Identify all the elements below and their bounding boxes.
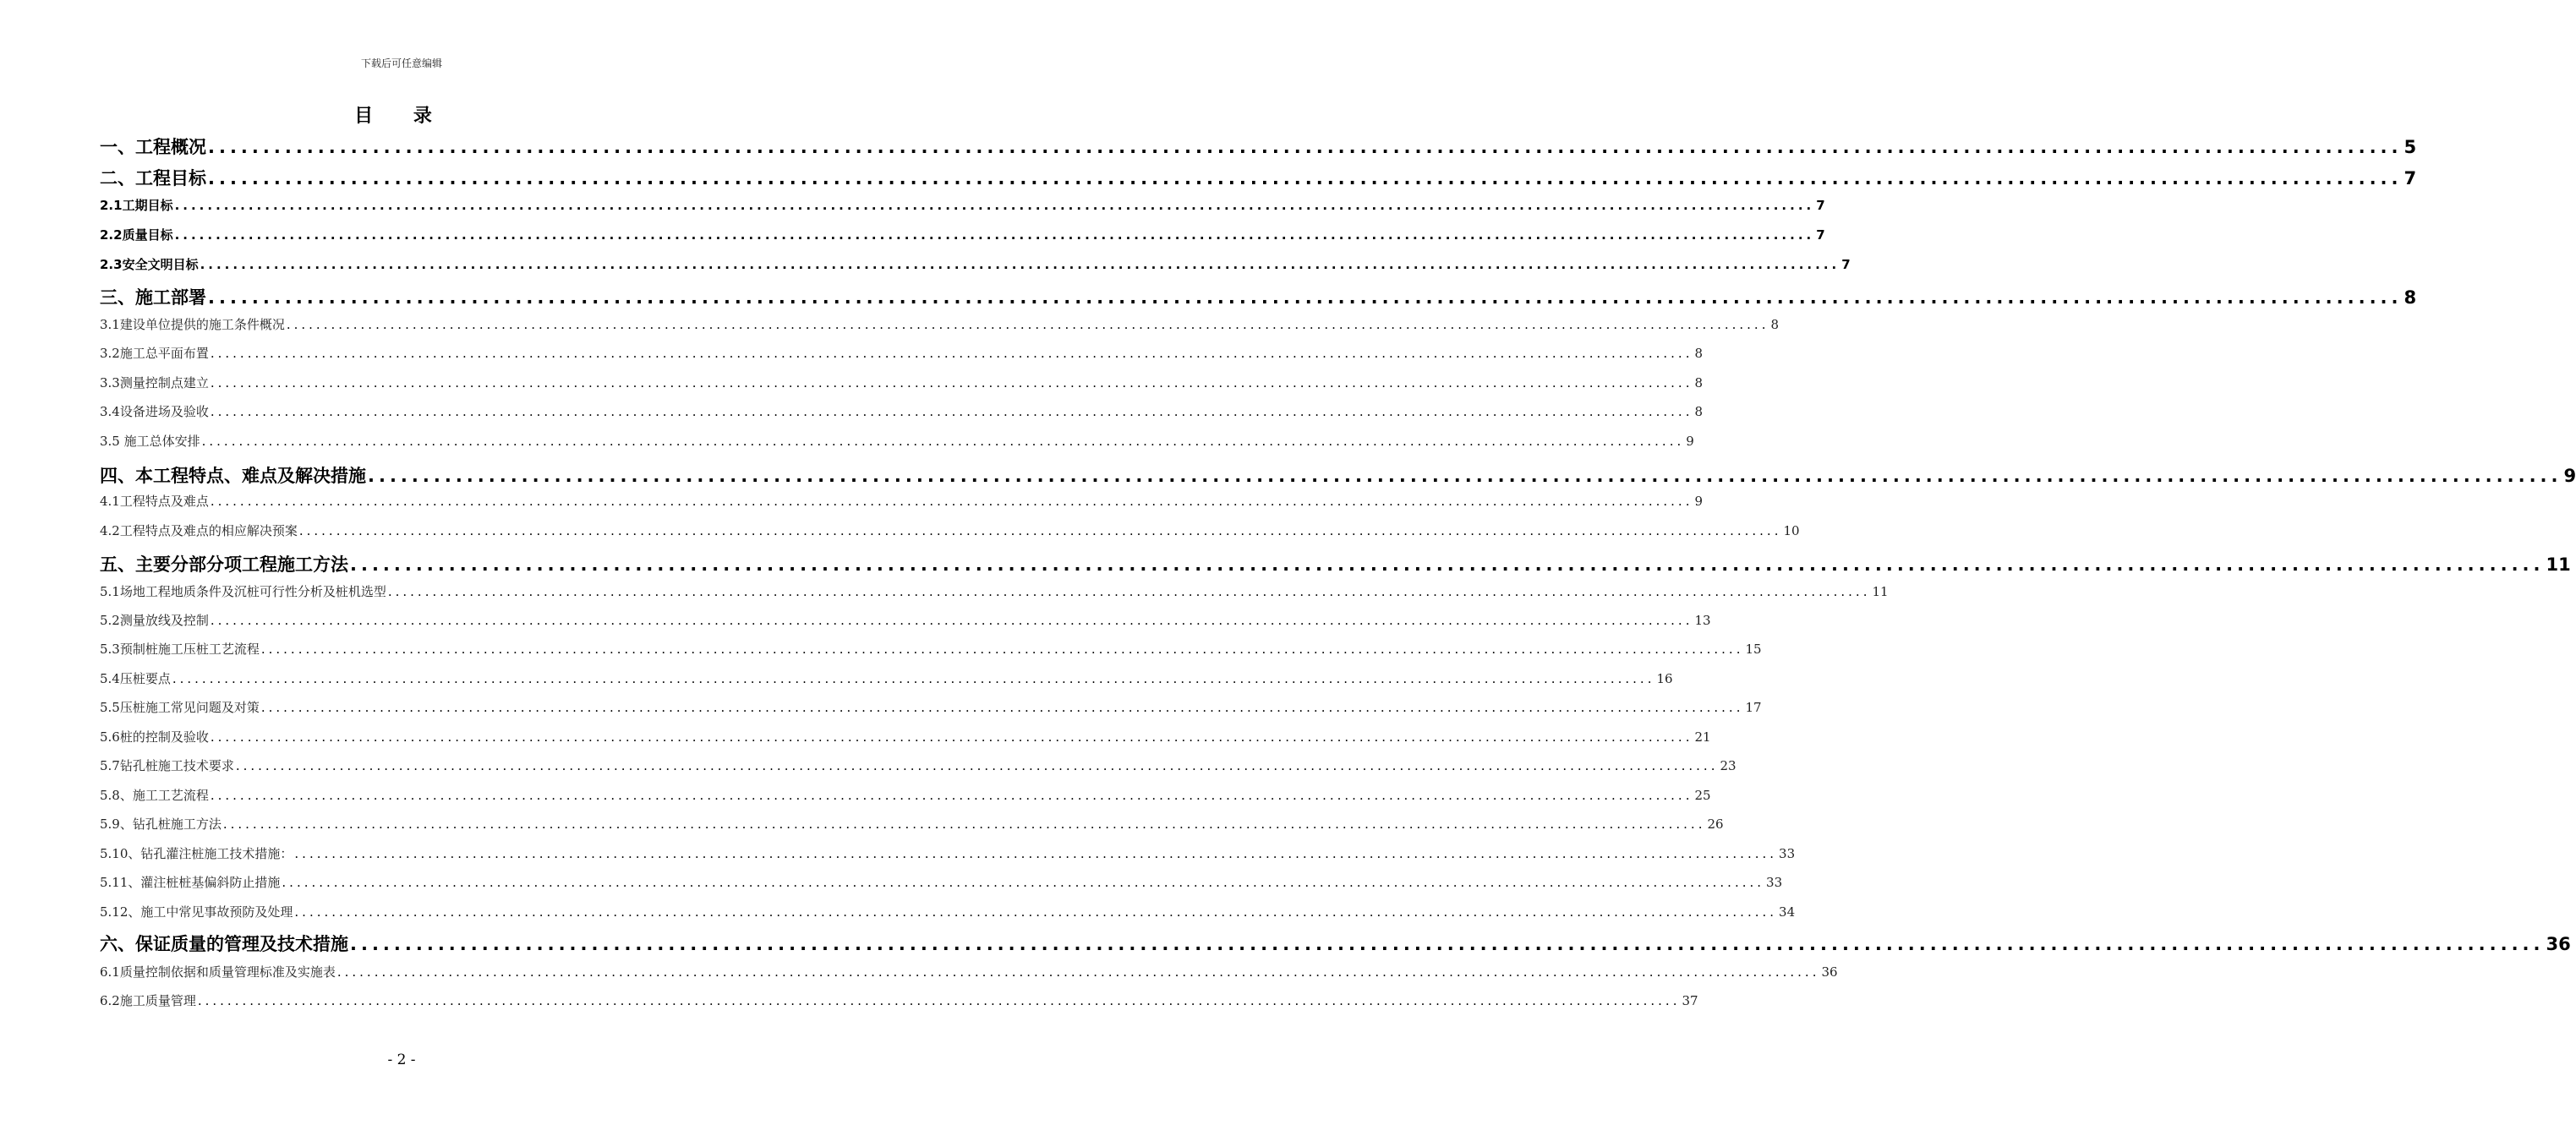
toc-entry-label: 3.2施工总平面布置 (100, 346, 209, 361)
toc-entry[interactable] (100, 903, 1796, 923)
toc-entry[interactable] (100, 698, 1762, 718)
toc-entry[interactable] (100, 844, 1796, 865)
toc-leader-dots: ........................................................................................................................................................................................................ (174, 198, 1815, 213)
toc-entry[interactable] (100, 815, 1724, 835)
toc-leader-dots: ........................................................................................................................................................................................................ (197, 993, 1681, 1008)
toc-entry[interactable] (100, 196, 1825, 216)
toc-entry-page: 5 (2404, 137, 2417, 157)
toc-entry[interactable] (100, 582, 1889, 603)
toc-entry[interactable] (100, 522, 1800, 542)
toc-entry-page: 26 (1707, 816, 1724, 832)
toc-entry-label: 5.8、施工工艺流程 (100, 788, 209, 803)
toc-leader-dots: ........................................................................................................................................................................................................ (235, 758, 1719, 773)
toc-entry-page: 16 (1656, 671, 1673, 686)
header-note: 下载后可任意编辑 (360, 57, 442, 69)
toc-entry-label: 5.5压桩施工常见问题及对策 (100, 700, 260, 715)
toc-entry-page: 7 (1816, 227, 1825, 243)
toc-entry-label: 四、本工程特点、难点及解决措施 (100, 466, 366, 486)
toc-entry-page: 8 (1770, 317, 1780, 332)
toc-entry[interactable] (100, 284, 2417, 309)
toc-entry-label: 5.4压桩要点 (100, 671, 171, 686)
toc-entry-label: 2.3安全文明目标 (100, 257, 199, 272)
page-number: - 2 - (387, 1051, 416, 1068)
toc-entry-label: 五、主要分部分项工程施工方法 (100, 554, 348, 575)
toc-leader-dots: ........................................................................................................................................................................................................ (350, 934, 2545, 954)
toc-entry-label: 5.11、灌注桩桩基偏斜防止措施 (100, 875, 281, 890)
toc-entry-page: 11 (1872, 584, 1889, 599)
toc-leader-dots: ........................................................................................................................................................................................................ (210, 404, 1693, 419)
toc-entry-page: 9 (1686, 434, 1694, 449)
toc-leader-dots: ........................................................................................................................................................................................................ (210, 788, 1693, 803)
toc-entry-page: 17 (1745, 700, 1762, 715)
toc-entry-label: 6.2施工质量管理 (100, 993, 196, 1008)
toc-entry-page: 13 (1694, 613, 1711, 628)
toc-leader-dots: ........................................................................................................................................................................................................ (210, 346, 1693, 361)
toc-leader-dots: ........................................................................................................................................................................................................ (282, 875, 1765, 890)
toc-leader-dots: ........................................................................................................................................................................................................ (210, 375, 1693, 390)
toc-entry-label: 5.1场地工程地质条件及沉桩可行性分析及桩机选型 (100, 584, 386, 599)
toc-entry-label: 二、工程目标 (100, 168, 206, 188)
toc-entry-page: 34 (1779, 904, 1796, 920)
toc-leader-dots: ........................................................................................................................................................................................................ (201, 434, 1685, 449)
toc-entry-page: 36 (1821, 964, 1838, 980)
toc-entry-label: 5.2测量放线及控制 (100, 613, 209, 628)
toc-entry-label: 6.1质量控制依据和质量管理标准及实施表 (100, 964, 336, 980)
toc-leader-dots: ........................................................................................................................................................................................................ (210, 494, 1693, 509)
toc-entry-label: 一、工程概况 (100, 137, 206, 157)
toc-leader-dots: ........................................................................................................................................................................................................ (208, 168, 2403, 188)
toc-entry[interactable] (100, 402, 1704, 423)
toc-entry-label: 3.4设备进场及验收 (100, 404, 209, 419)
toc-entry-label: 4.2工程特点及难点的相应解决预案 (100, 523, 298, 538)
toc-leader-dots: ........................................................................................................................................................................................................ (260, 642, 1744, 657)
toc-entry-page: 8 (1694, 346, 1704, 361)
toc-entry-page: 10 (1783, 523, 1800, 538)
toc-entry-page: 7 (1841, 257, 1851, 272)
toc-entry-page: 23 (1720, 758, 1736, 773)
toc-leader-dots: ........................................................................................................................................................................................................ (260, 700, 1744, 715)
toc-entry[interactable] (100, 728, 1711, 748)
toc-leader-dots: ........................................................................................................................................................................................................ (368, 466, 2562, 486)
toc-entry[interactable] (100, 492, 1704, 512)
toc-entry[interactable] (100, 640, 1762, 660)
toc-entry-label: 5.6桩的控制及验收 (100, 729, 209, 745)
toc-entry-label: 5.9、钻孔桩施工方法 (100, 816, 222, 832)
toc-entry-label: 六、保证质量的管理及技术措施 (100, 934, 348, 954)
toc-entry-page: 25 (1694, 788, 1711, 803)
toc-entry[interactable] (100, 315, 1780, 336)
toc-entry-label: 2.2质量目标 (100, 227, 173, 243)
toc-entry[interactable] (100, 344, 1704, 364)
toc-leader-dots: ........................................................................................................................................................................................................ (294, 904, 1778, 920)
toc-entry-page: 9 (2563, 466, 2576, 486)
toc-entry[interactable] (100, 963, 1838, 983)
toc-leader-dots: ........................................................................................................................................................................................................ (350, 554, 2545, 575)
toc-entry-label: 5.3预制桩施工压桩工艺流程 (100, 642, 260, 657)
toc-entry-label: 3.5 施工总体安排 (100, 434, 200, 449)
toc-entry-label: 3.3测量控制点建立 (100, 375, 209, 390)
toc-entry-page: 8 (1694, 404, 1704, 419)
toc-entry-page: 7 (1816, 198, 1825, 213)
toc-entry[interactable] (100, 611, 1711, 631)
toc-entry-label: 5.12、施工中常见事故预防及处理 (100, 904, 293, 920)
toc-entry[interactable] (100, 374, 1704, 394)
toc-leader-dots: ........................................................................................................................................................................................................ (210, 729, 1693, 745)
toc-entry[interactable] (100, 873, 1783, 893)
toc-entry[interactable] (100, 669, 1673, 690)
toc-entry[interactable] (100, 165, 2417, 190)
toc-leader-dots: ........................................................................................................................................................................................................ (336, 964, 1820, 980)
toc-entry-page: 11 (2546, 554, 2571, 575)
toc-leader-dots: ........................................................................................................................................................................................................ (298, 523, 1782, 538)
toc-entry-label: 4.1工程特点及难点 (100, 494, 209, 509)
toc-leader-dots: ........................................................................................................................................................................................................ (294, 846, 1778, 861)
toc-entry-label: 3.1建设单位提供的施工条件概况 (100, 317, 285, 332)
toc-entry-page: 33 (1779, 846, 1796, 861)
toc-entry-page: 7 (2404, 168, 2417, 188)
toc-leader-dots: ........................................................................................................................................................................................................ (200, 257, 1840, 272)
toc-entry-page: 15 (1745, 642, 1762, 657)
toc-entry[interactable] (100, 551, 2571, 576)
toc-leader-dots: ........................................................................................................................................................................................................ (172, 671, 1655, 686)
toc-leader-dots: ........................................................................................................................................................................................................ (286, 317, 1769, 332)
toc-entry-page: 33 (1766, 875, 1783, 890)
toc-entry-label: 5.7钻孔桩施工技术要求 (100, 758, 234, 773)
toc-entry[interactable] (100, 255, 1851, 276)
toc-entry-page: 36 (2546, 934, 2571, 954)
toc-entry[interactable] (100, 786, 1711, 806)
toc-leader-dots: ........................................................................................................................................................................................................ (387, 584, 1871, 599)
toc-entry[interactable] (100, 134, 2417, 159)
toc-leader-dots: ........................................................................................................................................................................................................ (208, 287, 2403, 308)
toc-entry[interactable] (100, 462, 2576, 488)
toc-entry-label: 2.1工期目标 (100, 198, 173, 213)
toc-leader-dots: ........................................................................................................................................................................................................ (210, 613, 1693, 628)
toc-entry[interactable] (100, 931, 2571, 956)
toc-entry-page: 8 (2404, 287, 2417, 308)
toc-entry-label: 三、施工部署 (100, 287, 206, 308)
toc-entry[interactable] (100, 226, 1825, 246)
toc-entry-page: 37 (1682, 993, 1698, 1008)
toc-entry-page: 8 (1694, 375, 1704, 390)
toc-leader-dots: ........................................................................................................................................................................................................ (208, 137, 2403, 157)
toc-entry-label: 5.10、钻孔灌注桩施工技术措施： (100, 846, 293, 861)
toc-entry[interactable] (100, 991, 1698, 1012)
toc-leader-dots: ........................................................................................................................................................................................................ (174, 227, 1815, 243)
toc-leader-dots: ........................................................................................................................................................................................................ (222, 816, 1706, 832)
toc-entry-page: 9 (1694, 494, 1704, 509)
toc-entry[interactable] (100, 432, 1694, 452)
toc-title: 目 录 (354, 106, 449, 127)
toc-entry-page: 21 (1694, 729, 1711, 745)
toc-entry[interactable] (100, 756, 1736, 777)
